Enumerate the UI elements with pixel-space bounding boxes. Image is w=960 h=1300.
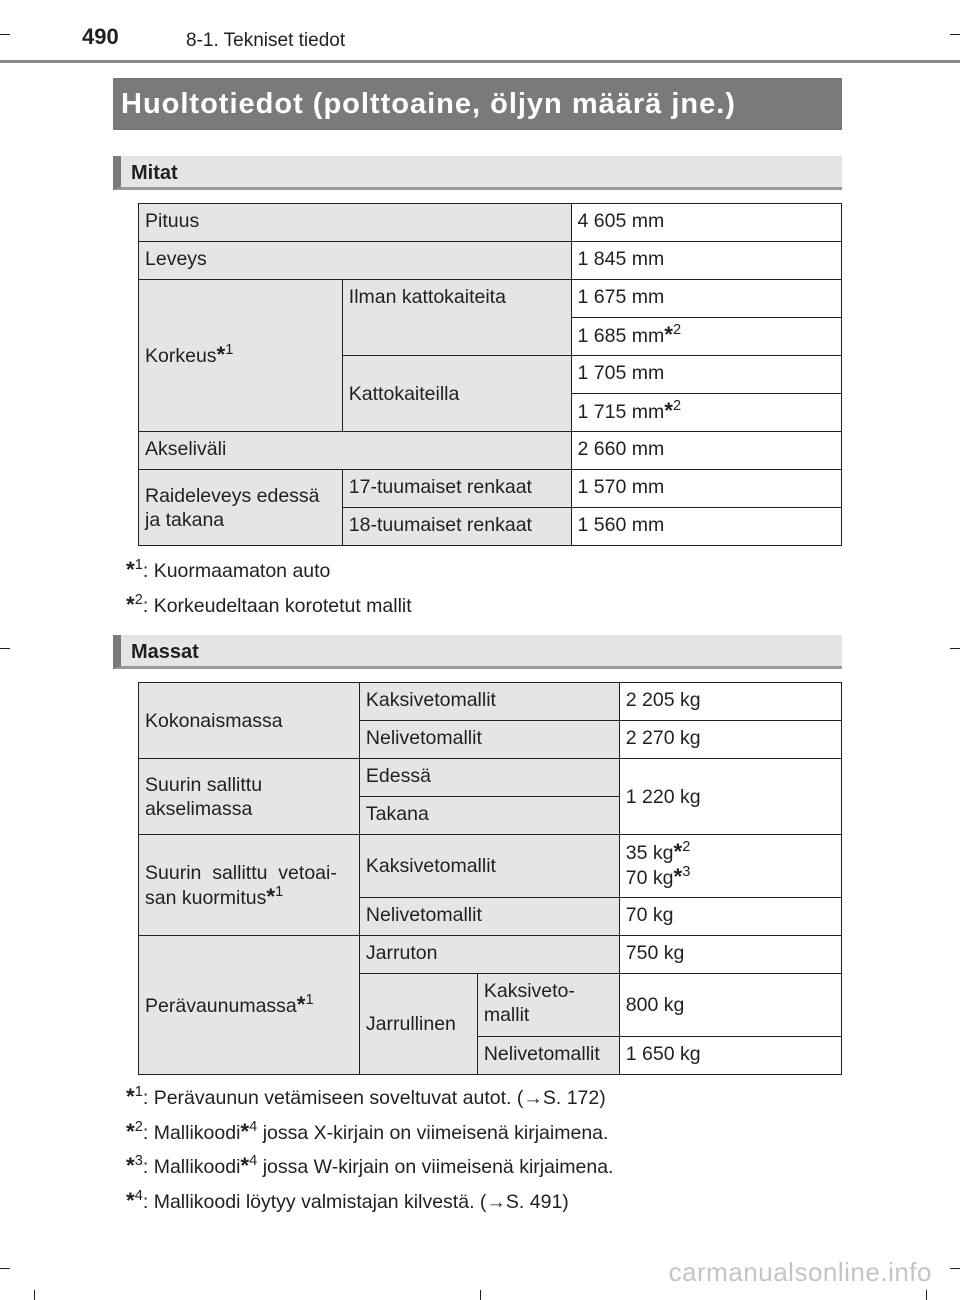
massat-footnote-1 bbox=[126, 1084, 606, 1110]
crop-mark bbox=[34, 1290, 35, 1300]
footnote-star: * bbox=[126, 1084, 135, 1109]
korkeus-label: Korkeus bbox=[145, 345, 217, 367]
kaksiveto-short-1: Kaksiveto- bbox=[483, 980, 575, 1002]
ilman-value-2-cell bbox=[571, 318, 841, 356]
massat-footnote-3 bbox=[126, 1153, 613, 1179]
massat-footnote-4 bbox=[126, 1188, 569, 1214]
peravaunumassa-cell bbox=[139, 936, 360, 1075]
footnote-number: 2 bbox=[134, 591, 143, 608]
footnote-star: * bbox=[266, 883, 276, 909]
takana-label: Takana bbox=[359, 797, 619, 835]
footnote-number: 1 bbox=[134, 1083, 143, 1100]
ilman-value-2: 1 685 mm bbox=[577, 325, 665, 347]
section-header: 8-1. Tekniset tiedot bbox=[186, 30, 346, 51]
vetoaisa-label bbox=[139, 835, 360, 936]
vetoaisa-kaksi-value-1: 35 kg bbox=[625, 842, 674, 864]
kaksiveto-short-2: mallit bbox=[483, 1004, 530, 1026]
footnote-text: : Perävaunun vetämiseen soveltuvat autot. ( bbox=[142, 1087, 524, 1109]
footnote-number: 1 bbox=[134, 556, 143, 573]
footnote-number: 2 bbox=[134, 1118, 143, 1135]
jarrullinen-label: Jarrullinen bbox=[359, 974, 477, 1075]
jarrullinen-kaksiveto-label bbox=[477, 974, 619, 1037]
jarruton-label: Jarruton bbox=[359, 936, 619, 974]
footnote-text: jossa W-kirjain on viimeisenä kirjaimena. bbox=[257, 1156, 614, 1178]
jarruton-value: 750 kg bbox=[619, 936, 841, 974]
footnote-text: : Mallikoodi bbox=[142, 1156, 241, 1178]
page-number: 490 bbox=[82, 24, 119, 49]
mitat-table bbox=[138, 203, 842, 546]
leveys-label: Leveys bbox=[139, 242, 572, 280]
header-rule bbox=[0, 60, 960, 63]
page-reference: S. 172) bbox=[542, 1087, 606, 1109]
crop-mark bbox=[0, 34, 10, 35]
footnote-ref: 1 bbox=[275, 883, 284, 900]
footnote-star: * bbox=[673, 839, 683, 864]
arrow-right-icon: → bbox=[523, 1087, 543, 1109]
vetoaisa-neliveto-label: Nelivetomallit bbox=[359, 898, 619, 936]
kattokaiteilla-label: Kattokaiteilla bbox=[342, 356, 571, 432]
massat-heading: Massat bbox=[113, 635, 842, 669]
tire18-value: 1 560 mm bbox=[571, 508, 841, 546]
footnote-ref: 2 bbox=[682, 838, 691, 855]
footnote-ref: 1 bbox=[305, 991, 314, 1008]
footnote-text: : Mallikoodi löytyy valmistajan kilvestä. ( bbox=[142, 1191, 487, 1213]
korkeus-cell bbox=[139, 280, 343, 432]
crop-mark bbox=[950, 1268, 960, 1269]
footnote-ref: 3 bbox=[682, 863, 691, 880]
massat-footnote-2 bbox=[126, 1119, 608, 1145]
edessa-label: Edessä bbox=[359, 759, 619, 797]
footnote-ref: 4 bbox=[249, 1152, 258, 1169]
akselivali-value: 2 660 mm bbox=[571, 432, 841, 470]
footnote-ref: 2 bbox=[672, 397, 682, 414]
pituus-value: 4 605 mm bbox=[571, 204, 841, 242]
crop-mark bbox=[480, 1290, 481, 1300]
footnote-star: * bbox=[240, 1153, 250, 1178]
kokonaismassa-label: Kokonaismassa bbox=[139, 683, 360, 759]
footnote-star: * bbox=[216, 342, 226, 367]
footnote-text: : Mallikoodi bbox=[142, 1122, 241, 1144]
kaksivetomallit-label: Kaksivetomallit bbox=[359, 683, 619, 721]
akselivali-label: Akseliväli bbox=[139, 432, 572, 470]
tire18-label: 18-tuumaiset renkaat bbox=[342, 508, 571, 546]
pituus-label: Pituus bbox=[139, 204, 572, 242]
massat-table bbox=[138, 682, 842, 1075]
vetoaisa-kaksiveto-label: Kaksivetomallit bbox=[359, 835, 619, 898]
footnote-ref: 2 bbox=[672, 321, 682, 338]
akselimassa-label: Suurin sallittu akselimassa bbox=[139, 759, 360, 835]
ilman-value-1: 1 675 mm bbox=[571, 280, 841, 318]
tire17-label: 17-tuumaiset renkaat bbox=[342, 470, 571, 508]
akselimassa-value: 1 220 kg bbox=[619, 759, 841, 835]
crop-mark bbox=[926, 1290, 927, 1300]
footnote-ref: 4 bbox=[249, 1118, 258, 1135]
footnote-text: : Korkeudeltaan korotetut mallit bbox=[142, 595, 412, 617]
crop-mark bbox=[0, 648, 10, 649]
kokonais-kaksi-value: 2 205 kg bbox=[619, 683, 841, 721]
footnote-text: jossa X-kirjain on viimeisenä kirjaimena. bbox=[257, 1122, 609, 1144]
crop-mark bbox=[950, 648, 960, 649]
mitat-heading: Mitat bbox=[113, 156, 842, 190]
page-title: Huoltotiedot (polttoaine, öljyn määrä jne.) bbox=[113, 78, 842, 130]
nelivetomallit-label: Nelivetomallit bbox=[359, 721, 619, 759]
arrow-right-icon: → bbox=[486, 1191, 506, 1213]
katto-value-2-cell bbox=[571, 394, 841, 432]
footnote-star: * bbox=[240, 1119, 250, 1144]
mitat-footnote-2 bbox=[126, 592, 412, 618]
watermark: carmanualsonline.info bbox=[668, 1257, 932, 1287]
footnote-star: * bbox=[673, 864, 683, 889]
footnote-number: 4 bbox=[134, 1187, 143, 1204]
page-reference: S. 491) bbox=[505, 1191, 569, 1213]
footnote-star: * bbox=[126, 1119, 135, 1144]
ilman-label: Ilman kattokaiteita bbox=[342, 280, 571, 356]
vetoaisa-kaksi-values bbox=[619, 835, 841, 898]
footnote-star: * bbox=[126, 592, 135, 617]
footnote-star: * bbox=[296, 991, 306, 1017]
jarrullinen-kaksi-value: 800 kg bbox=[619, 974, 841, 1037]
crop-mark bbox=[0, 1268, 10, 1269]
leveys-value: 1 845 mm bbox=[571, 242, 841, 280]
katto-value-1: 1 705 mm bbox=[571, 356, 841, 394]
katto-value-2: 1 715 mm bbox=[577, 401, 665, 423]
peravaunumassa-label: Perävaunumassa bbox=[145, 994, 297, 1017]
mitat-footnote-1 bbox=[126, 557, 330, 583]
footnote-text: : Kuormaamaton auto bbox=[142, 560, 331, 582]
footnote-star: * bbox=[126, 1188, 135, 1213]
raideleveys-label: Raideleveys edessä ja takana bbox=[139, 470, 343, 546]
crop-mark bbox=[950, 34, 960, 35]
vetoaisa-kaksi-value-2: 70 kg bbox=[625, 867, 674, 889]
footnote-star: * bbox=[126, 1153, 135, 1178]
footnote-ref: 1 bbox=[225, 341, 234, 358]
footnote-star: * bbox=[126, 557, 135, 582]
jarrullinen-neli-value: 1 650 kg bbox=[619, 1037, 841, 1075]
vetoaisa-label-line2: san kuormitus bbox=[145, 886, 267, 909]
jarrullinen-neliveto-label: Nelivetomallit bbox=[477, 1037, 619, 1075]
vetoaisa-label-line1: Suurin sallittu vetoai- bbox=[145, 861, 337, 884]
footnote-number: 3 bbox=[134, 1152, 143, 1169]
tire17-value: 1 570 mm bbox=[571, 470, 841, 508]
kokonais-neli-value: 2 270 kg bbox=[619, 721, 841, 759]
footnote-star: * bbox=[664, 322, 673, 347]
vetoaisa-neli-value: 70 kg bbox=[619, 898, 841, 936]
footnote-star: * bbox=[664, 398, 673, 423]
